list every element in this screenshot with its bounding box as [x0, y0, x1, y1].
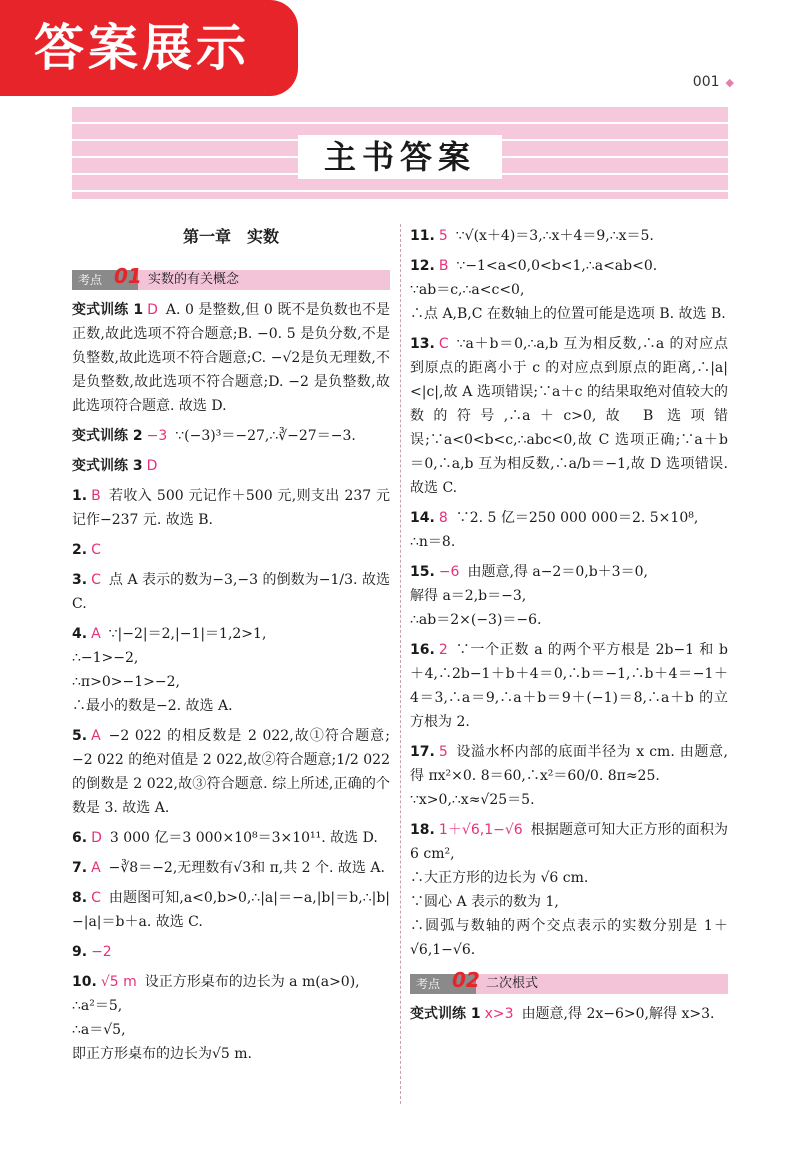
question-label: 4. [72, 626, 88, 642]
answer-entry [410, 560, 728, 632]
explanation-line: ∵x>0,∴x≈√25＝5. [410, 792, 535, 808]
answer-entry [72, 970, 390, 1066]
explanation-text: ∵−1<a<0,0<b<1,∴a<ab<0. [456, 258, 658, 274]
explanation-text: ∵(−3)³＝−27,∴∛−27＝−3. [175, 428, 356, 444]
answer-key: 5 [438, 228, 448, 244]
answer-key: A [91, 728, 101, 744]
explanation-line: ∵圆心 A 表示的数为 1, [410, 894, 559, 910]
explanation-text: 设正方形桌布的边长为 a m(a>0), [144, 974, 360, 990]
question-label: 18. [410, 822, 435, 838]
answer-key: 8 [438, 510, 448, 526]
kaodian-title: 实数的有关概念 [148, 272, 240, 287]
explanation-line: 即正方形桌布的边长为√5 m. [72, 1046, 253, 1062]
column-divider [400, 224, 401, 1104]
explanation-line: ∴a²＝5, [72, 998, 123, 1014]
question-label: 16. [410, 642, 435, 658]
kaodian-header [410, 968, 728, 996]
explanation-line: ∴大正方形的边长为 √6 cm. [410, 870, 589, 886]
explanation-text: 设溢水杯内部的底面半径为 x cm. 由题意,得 πx²×0. 8＝60,∴x²＝60/0. 8π≈25. [410, 744, 728, 784]
question-label: 5. [72, 728, 88, 744]
answer-key: C [438, 336, 449, 352]
explanation-line: ∴点 A,B,C 在数轴上的位置可能是选项 B. 故选 B. [410, 306, 726, 322]
explanation-text: ∵一个正数 a 的两个平方根是 2b−1 和 b＋4,∴2b−1＋b＋4＝0,∴b＝−1,∴b＋4＝−1＋4＝3,∴a＝9,∴a＋b＝9＋(−1)＝8,∴a＋b 的立方根为 2. [410, 642, 728, 730]
question-label: 变式训练 2 [72, 428, 143, 444]
kaodian-tag: 考点 [410, 974, 476, 994]
answer-entry [72, 484, 390, 532]
answer-entry [72, 454, 390, 478]
answer-entry [72, 538, 390, 562]
right-column [410, 224, 728, 1032]
explanation-text: 由题图可知,a<0,b>0,∴|a|＝−a,|b|＝b,∴|b|−|a|＝b＋a. 故选 C. [72, 890, 390, 930]
explanation-text: −∛8＝−2,无理数有√3和 π,共 2 个. 故选 A. [108, 860, 385, 876]
page-title: 主书答案 [298, 135, 502, 179]
answer-key: √5 m [100, 974, 137, 990]
answer-entry [72, 826, 390, 850]
answer-key: B [91, 488, 101, 504]
kaodian-number: 01 [114, 264, 142, 288]
explanation-text: 根据题意可知大正方形的面积为 6 cm², [410, 822, 728, 862]
question-label: 3. [72, 572, 88, 588]
question-label: 10. [72, 974, 97, 990]
answer-key: D [146, 458, 158, 474]
left-column [72, 224, 390, 1072]
answer-entry [410, 224, 728, 248]
explanation-text: ∵√(x＋4)＝3,∴x＋4＝9,∴x＝5. [455, 228, 654, 244]
page-number: 001 ◆ [692, 74, 734, 90]
chapter-title: 第一章 实数 [182, 227, 279, 246]
explanation-line: ∴最小的数是−2. 故选 A. [72, 698, 233, 714]
answer-entry [72, 424, 390, 448]
answer-key: C [91, 890, 101, 906]
answer-key: −6 [438, 564, 460, 580]
answer-key: D [91, 830, 102, 846]
answer-entry [410, 254, 728, 326]
answer-key: C [91, 572, 101, 588]
left-entries [72, 298, 390, 1066]
answer-entry [410, 1002, 728, 1026]
explanation-text: 由题意,得 a−2＝0,b＋3＝0, [467, 564, 648, 580]
question-label: 变式训练 1 [72, 302, 144, 318]
kaodian-number: 02 [452, 968, 480, 992]
right-entries [410, 224, 728, 962]
answer-key: 2 [438, 642, 448, 658]
diamond-icon: ◆ [725, 76, 734, 89]
answer-key: A [91, 860, 101, 876]
answer-display-banner: 答案展示 [0, 0, 298, 96]
question-label: 9. [72, 944, 88, 960]
explanation-text: ∵2. 5 亿＝250 000 000＝2. 5×10⁸, [455, 510, 699, 526]
question-label: 7. [72, 860, 88, 876]
question-label: 2. [72, 542, 88, 558]
answer-key: 5 [438, 744, 448, 760]
question-label: 14. [410, 510, 435, 526]
question-label: 15. [410, 564, 435, 580]
explanation-line: ∴n＝8. [410, 534, 456, 550]
explanation-text: ∵a＋b＝0,∴a,b 互为相反数,∴a 的对应点到原点的距离小于 c 的对应点到原点的距离,∴|a|<|c|,故 A 选项错误;∵a＋c 的结果取绝对值较大的数的符号,∴a＋c>0,故 B 选项错误;∵a<0<b<c,∴abc<0,故 C 选项正确;∵a＋b＝0,∴a,b 互为相反数,∴a/b＝−1,故 D 选项错误. 故选 C. [410, 336, 728, 496]
kaodian-tag: 考点 [72, 270, 138, 290]
title-box [72, 107, 728, 199]
answer-key: 1＋√6,1−√6 [438, 822, 523, 838]
explanation-line: ∴a＝√5, [72, 1022, 126, 1038]
question-label: 8. [72, 890, 88, 906]
answer-entry [72, 940, 390, 964]
answer-key: C [91, 542, 101, 558]
answer-key: B [438, 258, 449, 274]
answer-entry [72, 298, 390, 418]
explanation-line: ∵ab＝c,∴a<c<0, [410, 282, 525, 298]
explanation-line: ∴ab＝2×(−3)＝−6. [410, 612, 542, 628]
answer-entry [410, 740, 728, 812]
answer-entry [72, 568, 390, 616]
explanation-text: 3 000 亿＝3 000×10⁸＝3×10¹¹. 故选 D. [109, 830, 378, 846]
answer-key: x>3 [484, 1006, 514, 1022]
question-label: 1. [72, 488, 88, 504]
kaodian-title: 二次根式 [486, 976, 539, 991]
question-label: 13. [410, 336, 435, 352]
answer-entry [72, 886, 390, 934]
answer-entry [410, 818, 728, 962]
answer-key: A [91, 626, 101, 642]
answer-entry [72, 622, 390, 718]
answer-entry [410, 638, 728, 734]
answer-key: −3 [146, 428, 168, 444]
question-label: 12. [410, 258, 435, 274]
answer-entry [72, 724, 390, 820]
explanation-text: A. 0 是整数,但 0 既不是负数也不是正数,故此选项不符合题意;B. −0. 5 是负分数,不是负整数,故此选项不符合题意;C. −√2是负无理数,不是负整数,故此选项不符合题意;D. −2 是负整数,故此选项符合题意. 故选 D. [72, 302, 390, 414]
explanation-text: ∵|−2|＝2,|−1|＝1,2>1, [108, 626, 267, 642]
question-label: 6. [72, 830, 88, 846]
answer-key: −2 [91, 944, 112, 960]
explanation-text: 点 A 表示的数为−3,−3 的倒数为−1/3. 故选 C. [72, 572, 390, 612]
question-label: 变式训练 3 [72, 458, 143, 474]
explanation-line: ∴π>0>−1>−2, [72, 674, 180, 690]
answer-entry [410, 506, 728, 554]
question-label: 变式训练 1 [410, 1006, 481, 1022]
explanation-line: ∴圆弧与数轴的两个交点表示的实数分别是 1＋√6,1−√6. [410, 918, 728, 958]
question-label: 17. [410, 744, 435, 760]
right-entries-2 [410, 1002, 728, 1026]
kaodian-header [72, 264, 390, 292]
explanation-text: −2 022 的相反数是 2 022,故①符合题意;−2 022 的绝对值是 2 022,故②符合题意;1/2 022 的倒数是 2 022,故③符合题意. 综上所述,正确的个数是 3. 故选 A. [72, 728, 390, 816]
explanation-line: ∴−1>−2, [72, 650, 139, 666]
answer-entry [72, 856, 390, 880]
question-label: 11. [410, 228, 435, 244]
explanation-text: 若收入 500 元记作＋500 元,则支出 237 元记作−237 元. 故选 B. [72, 488, 390, 528]
answer-entry [410, 332, 728, 500]
explanation-line: 解得 a＝2,b＝−3, [410, 588, 527, 604]
explanation-text: 由题意,得 2x−6>0,解得 x>3. [521, 1006, 715, 1022]
answer-key: D [147, 302, 158, 318]
